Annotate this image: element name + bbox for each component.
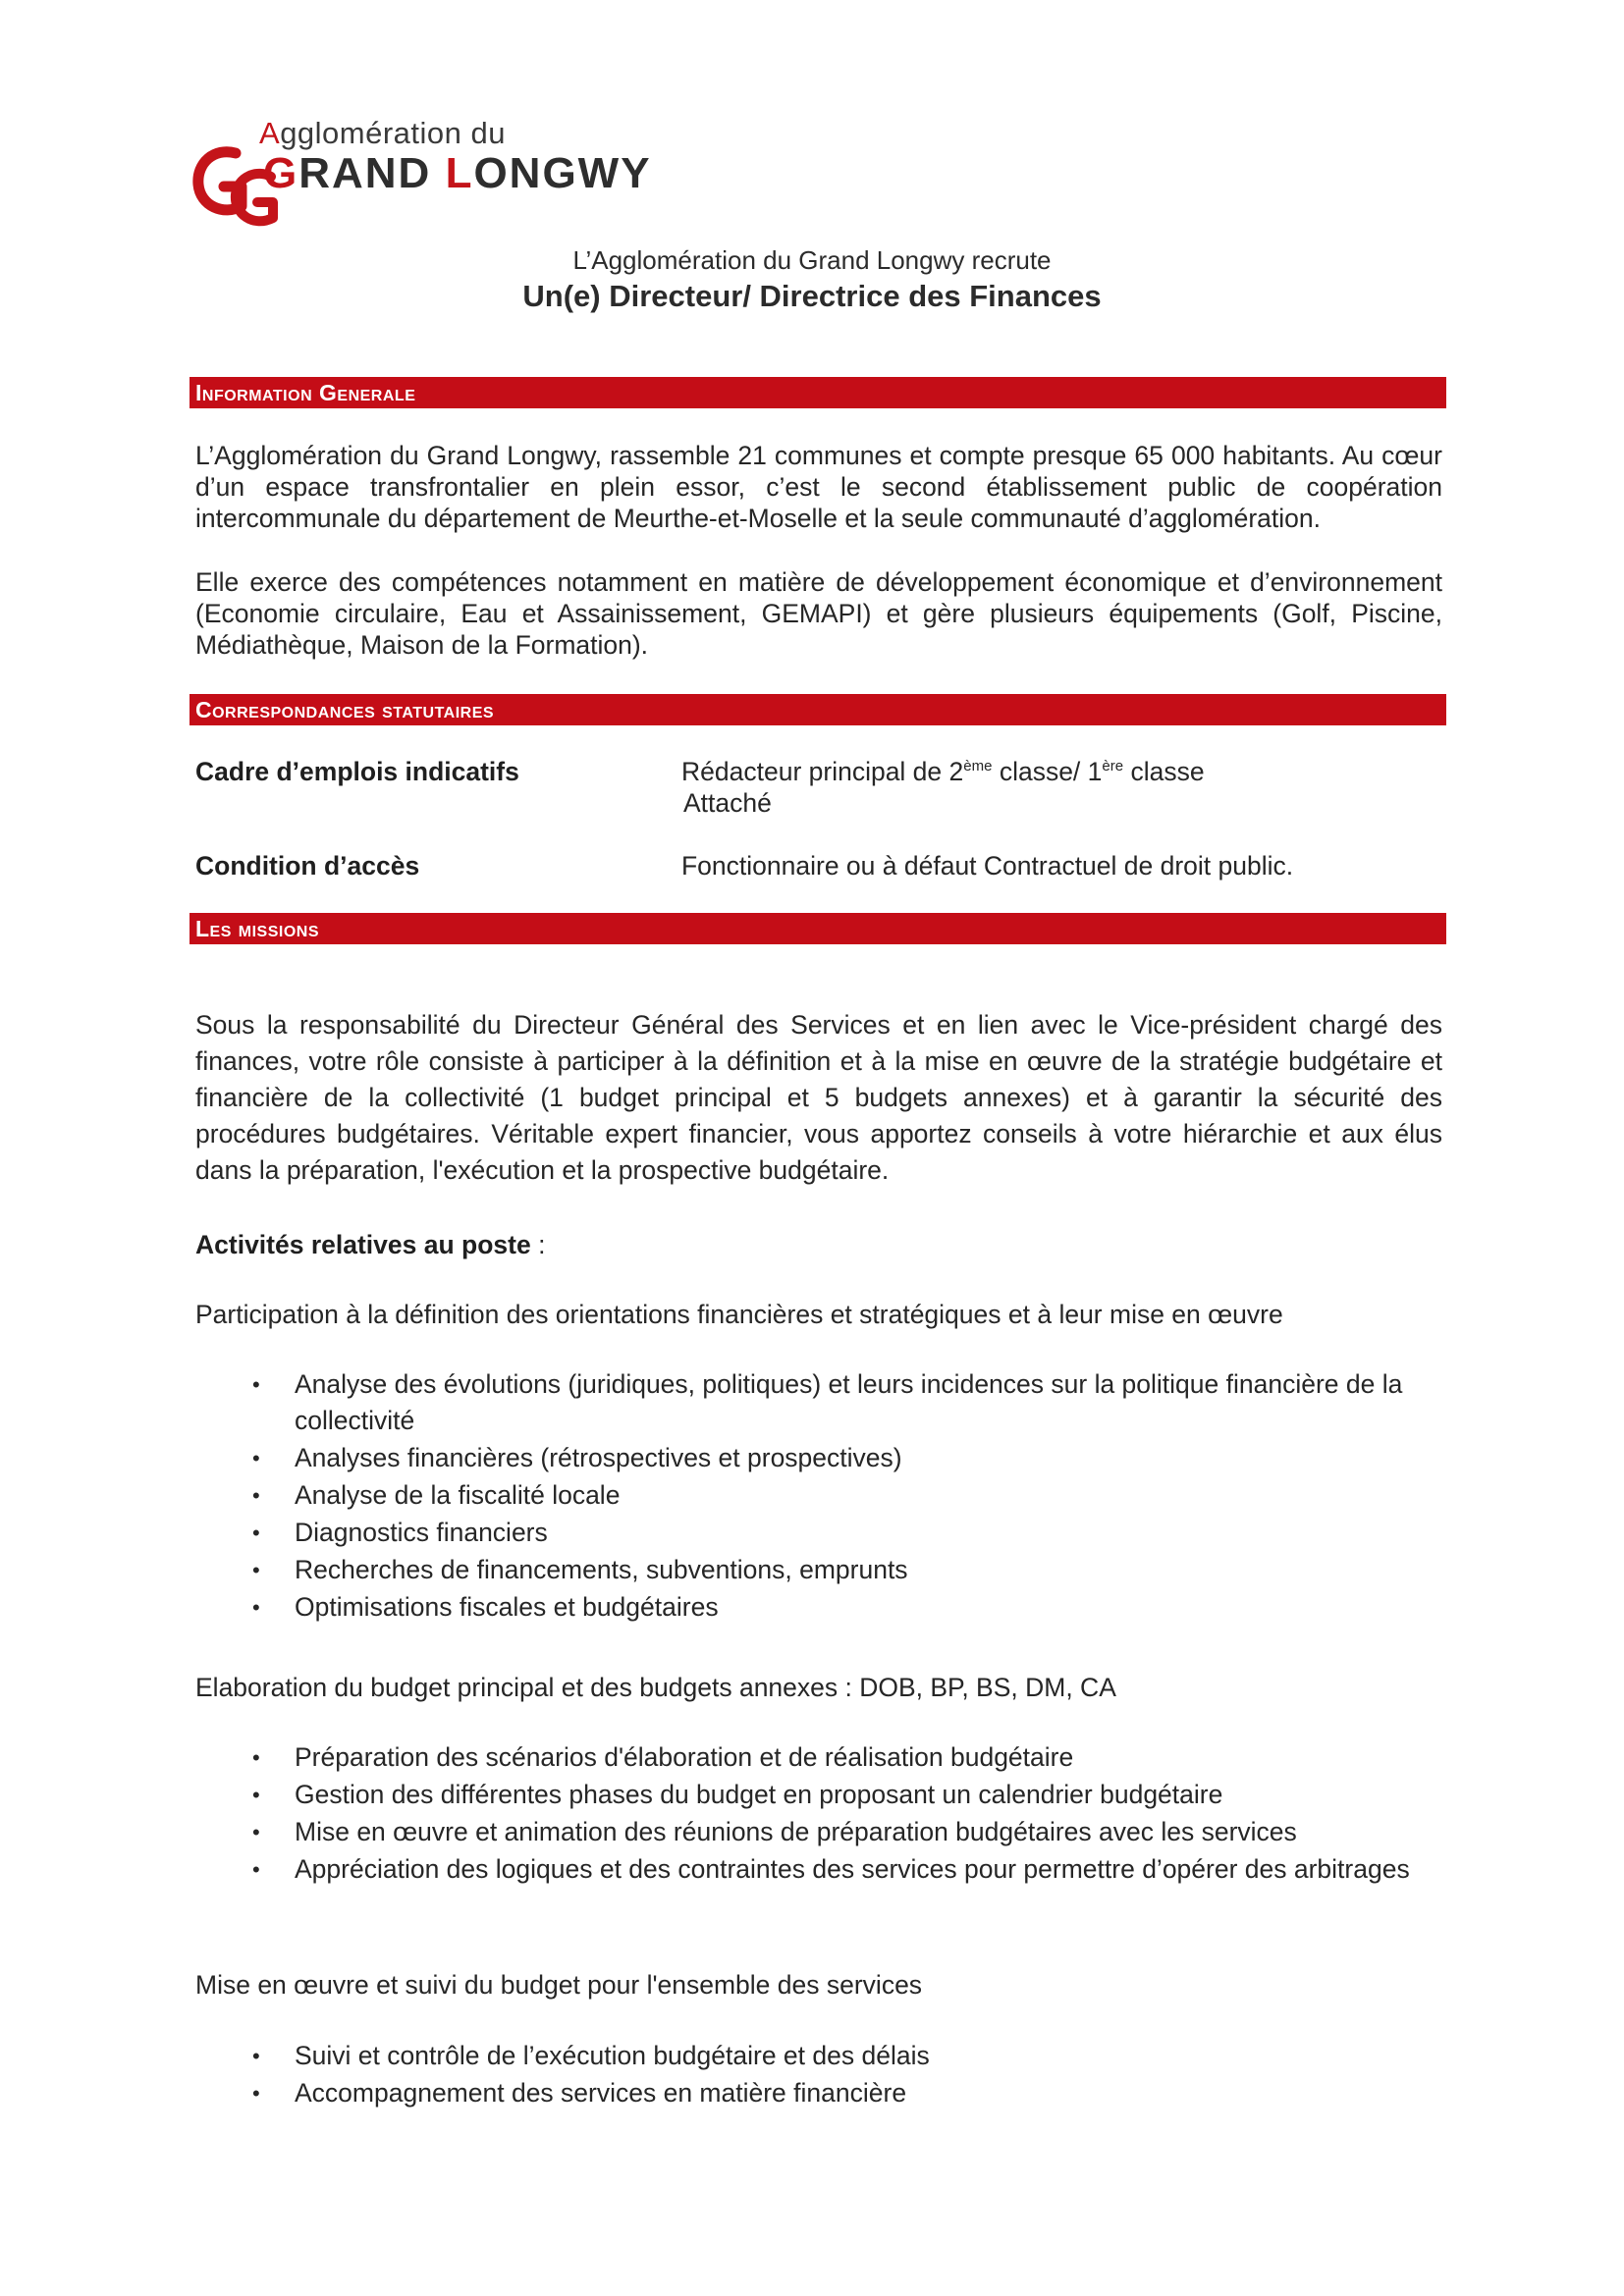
list-item — [195, 1552, 1452, 1588]
bullet-icon: • — [252, 2081, 260, 2106]
bullet-icon: • — [252, 1446, 260, 1470]
list-item — [195, 1366, 1452, 1439]
job-title: Un(e) Directeur/ Directrice des Finances — [522, 279, 1102, 313]
list-item-text: Accompagnement des services en matière financière — [295, 2078, 907, 2108]
bullet-icon: • — [252, 1857, 260, 1882]
list-item-text: Optimisations fiscales et budgétaires — [295, 1592, 719, 1622]
bullet-icon: • — [252, 1820, 260, 1844]
list-item-text: Analyse des évolutions (juridiques, politiques) et leurs incidences sur la politique financière de la collectivité — [295, 1369, 1403, 1435]
corr-value-cadre-line-2: Attaché — [683, 788, 772, 818]
activity-group-1-title: Participation à la définition des orientations financières et stratégiques et à leur mise en œuvre — [195, 1300, 1283, 1329]
list-item — [195, 2075, 1452, 2111]
section-heading-missions: Les missions — [189, 913, 1446, 944]
corr-value-condition: Fonctionnaire ou à défaut Contractuel de droit public. — [681, 851, 1294, 881]
bullet-icon: • — [252, 1783, 260, 1807]
list-item — [195, 2038, 1452, 2074]
info-paragraph-2: Elle exerce des compétences notamment en matière de développement économique et d’environnement (Economie circulaire, Eau et Assainissement, GEMAPI) et gère plusieurs équipements (Golf, Piscine, Médiathèque, Maison de la Formation). — [195, 567, 1442, 660]
list-item-text: Analyse de la fiscalité locale — [295, 1480, 621, 1510]
list-item-text: Préparation des scénarios d'élaboration et de réalisation budgétaire — [295, 1742, 1074, 1772]
logo-line-2: GRAND LONGWY — [263, 149, 652, 197]
bullet-icon: • — [252, 1521, 260, 1545]
section-heading-information: Information Generale — [189, 377, 1446, 408]
logo-line-1: Agglomération du — [259, 116, 507, 150]
list-item-text: Appréciation des logiques et des contraintes des services pour permettre d’opérer des arbitrages — [295, 1854, 1410, 1884]
bullet-icon: • — [252, 1372, 260, 1397]
activity-group-2-title: Elaboration du budget principal et des budgets annexes : DOB, BP, BS, DM, CA — [195, 1673, 1116, 1702]
missions-paragraph: Sous la responsabilité du Directeur Général des Services et en lien avec le Vice-président chargé des finances, votre rôle consiste à participer à la définition et à la mise en œuvre de la stratégie budgétaire et financière de la collectivité (1 budget principal et 5 budgets annexes) et à garantir la sécurité des procédures budgétaires. Véritable expert financier, vous apportez conseils à votre hiérarchie et aux élus dans la préparation, l'exécution et la prospective budgétaire. — [195, 1010, 1442, 1185]
organization-logo — [192, 116, 652, 214]
list-item-text: Analyses financières (rétrospectives et prospectives) — [295, 1443, 902, 1472]
list-item-text: Recherches de financements, subventions, emprunts — [295, 1555, 908, 1584]
bullet-icon: • — [252, 1558, 260, 1582]
list-item — [195, 1515, 1452, 1551]
list-item-text: Gestion des différentes phases du budget en proposant un calendrier budgétaire — [295, 1780, 1223, 1809]
list-item — [195, 1814, 1452, 1850]
list-item — [195, 1851, 1452, 1888]
bullet-icon: • — [252, 1745, 260, 1770]
list-item — [195, 1440, 1452, 1476]
activities-heading: Activités relatives au poste : — [195, 1230, 546, 1259]
section-heading-correspondances: Correspondances statutaires — [189, 694, 1446, 725]
bullet-icon: • — [252, 1595, 260, 1620]
list-item — [195, 1777, 1452, 1813]
corr-label-condition: Condition d’accès — [195, 851, 420, 881]
list-item — [195, 1589, 1452, 1626]
bullet-icon: • — [252, 1483, 260, 1508]
corr-value-cadre: Rédacteur principal de 2ème classe/ 1ère classe — [681, 757, 1205, 786]
list-item-text: Suivi et contrôle de l’exécution budgétaire et des délais — [295, 2041, 930, 2070]
activity-group-1-list — [195, 1366, 1452, 1627]
activity-group-2-list — [195, 1739, 1452, 1889]
activity-group-3-title: Mise en œuvre et suivi du budget pour l'ensemble des services — [195, 1970, 923, 2000]
list-item-text: Diagnostics financiers — [295, 1518, 548, 1547]
list-item-text: Mise en œuvre et animation des réunions de préparation budgétaires avec les services — [295, 1817, 1297, 1846]
info-paragraph-1: L’Agglomération du Grand Longwy, rassemble 21 communes et compte presque 65 000 habitants. Au cœur d’un espace transfrontalier en plein essor, c’est le second établissement public de coopération intercommunale du département de Meurthe-et-Moselle et la seule communauté d’agglomération. — [195, 441, 1442, 533]
list-item — [195, 1477, 1452, 1514]
recruiting-line: L’Agglomération du Grand Longwy recrute — [572, 245, 1052, 275]
bullet-icon: • — [252, 2044, 260, 2068]
list-item — [195, 1739, 1452, 1776]
activity-group-3-list — [195, 2038, 1452, 2112]
corr-label-cadre: Cadre d’emplois indicatifs — [195, 757, 519, 786]
